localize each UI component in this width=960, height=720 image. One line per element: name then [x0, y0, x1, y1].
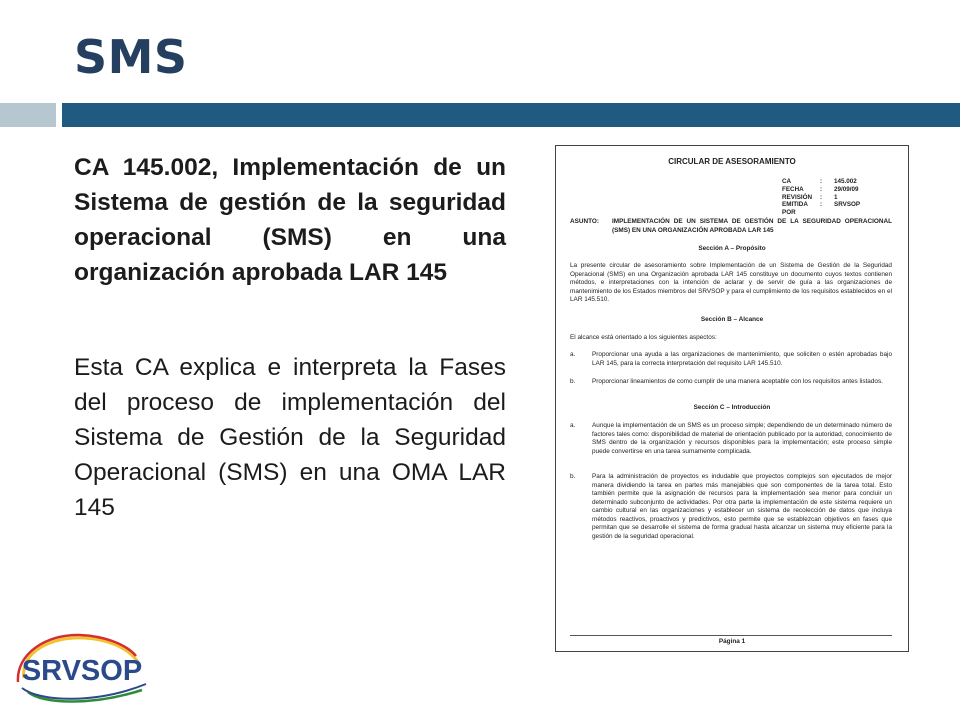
meta-row — [782, 194, 860, 202]
meta-colon: : — [820, 178, 823, 185]
list-item — [570, 473, 892, 541]
list-item-text: Aunque la implementación de un SMS es un proceso simple; dependiendo de un determinado número de factores tales como: disponibilidad de material de orientación publicado por la autoridad, conocimiento de SMS dentro de la organización y recursos disponibles para la implementación; este proceso simple puede convertirse en una tarea sumamente complicada. — [592, 422, 892, 455]
section-b-intro: El alcance está orientado a los siguientes aspectos: — [570, 334, 717, 341]
meta-key: CA — [782, 178, 792, 185]
slide-title: SMS — [74, 30, 188, 84]
header-bar-accent — [0, 103, 56, 127]
list-item-text: Para la administración de proyectos es indudable que proyectos complejos son ejecutados de mejor manera dividiendo la tarea en partes más manejables que son componentes de la tarea total. Esto también permite que la asignación de recursos para la implementación sea menor para concluir un determinado subconjunto de actividades. Por otra parte la implementación de este sistema requiere un cambio cultural en las organizaciones y establecer un sistema de recolección de datos que incluya métodos reactivos, proactivos y predictivos, esto permite que se establezcan objetivos en fases que permitan que se desarrolle el sistema de forma gradual hasta alcanzar un sistema muy eficiente para la gestión de la seguridad operacional. — [592, 473, 892, 540]
list-item-text: Proporcionar lineamientos de como cumplir de una manera aceptable con los requisitos antes listados. — [592, 378, 883, 385]
meta-row — [782, 186, 860, 194]
logo-text: SRVSOP — [21, 655, 143, 687]
document-subject — [570, 218, 892, 235]
meta-value: SRVSOP — [834, 201, 861, 209]
meta-key: REVISIÓN — [782, 193, 813, 201]
meta-value: 1 — [834, 193, 838, 201]
document-preview — [555, 145, 909, 652]
meta-colon: : — [820, 193, 823, 201]
srvsop-logo — [12, 632, 152, 708]
page-number: Página 1 — [718, 638, 746, 645]
list-item — [570, 422, 892, 456]
list-item-text: Proporcionar una ayuda a las organizaciones de mantenimiento, que soliciten o estén aprobadas bajo LAR 145, para la correcta interpretación del requisito LAR 145.510. — [592, 351, 892, 367]
list-item-key: b. — [570, 473, 576, 480]
meta-row — [782, 178, 860, 186]
list-item-key: a. — [570, 422, 576, 429]
list-item — [570, 378, 892, 387]
meta-key: EMITIDA POR — [782, 201, 808, 217]
list-item — [570, 351, 892, 368]
section-a-heading: Sección A – Propósito — [698, 245, 766, 252]
list-item-key: a. — [570, 351, 576, 358]
section-b-heading: Sección B – Alcance — [700, 316, 764, 323]
subject-text: IMPLEMENTACIÓN DE UN SISTEMA DE GESTIÓN DE LA SEGURIDAD OPERACIONAL (SMS) EN UNA ORGANIZACIÓN APROBADA LAR 145 — [612, 218, 892, 234]
meta-key: FECHA — [782, 185, 804, 193]
subject-label: ASUNTO: — [570, 218, 599, 225]
document-meta — [782, 178, 860, 217]
header-bar — [62, 103, 960, 127]
meta-value: 145.002 — [834, 178, 857, 185]
meta-colon: : — [820, 185, 823, 193]
slide-text — [74, 150, 506, 525]
meta-colon: : — [820, 201, 823, 209]
document-title: CIRCULAR DE ASESORAMIENTO — [668, 157, 796, 166]
meta-value: 29/09/09 — [834, 185, 859, 193]
section-a-text: La presente circular de asesoramiento sobre Implementación de un Sistema de Gestión de la Seguridad Operacional (SMS) en una Organización aprobada LAR 145 constituye un documento cuyos textos contienen métodos, e interpretaciones con la intención de aclarar y de servir de guía a las organizaciones de mantenimiento de los Estados miembros del SRVSOP y para el cumplimiento de los requisitos establecidos en el LAR 145.510. — [570, 262, 892, 303]
list-item-key: b. — [570, 378, 576, 385]
slide-heading: CA 145.002, Implementación de un Sistema de gestión de la seguridad operacional (SMS) en una organización aprobada LAR 145 — [74, 154, 506, 286]
section-c-heading: Sección C – Introducción — [693, 404, 771, 411]
meta-row — [782, 201, 860, 217]
footer-divider — [570, 635, 892, 636]
slide-body: Esta CA explica e interpreta la Fases del proceso de implementación del Sistema de Gestión de la Seguridad Operacional (SMS) en una OMA LAR 145 — [74, 354, 506, 521]
